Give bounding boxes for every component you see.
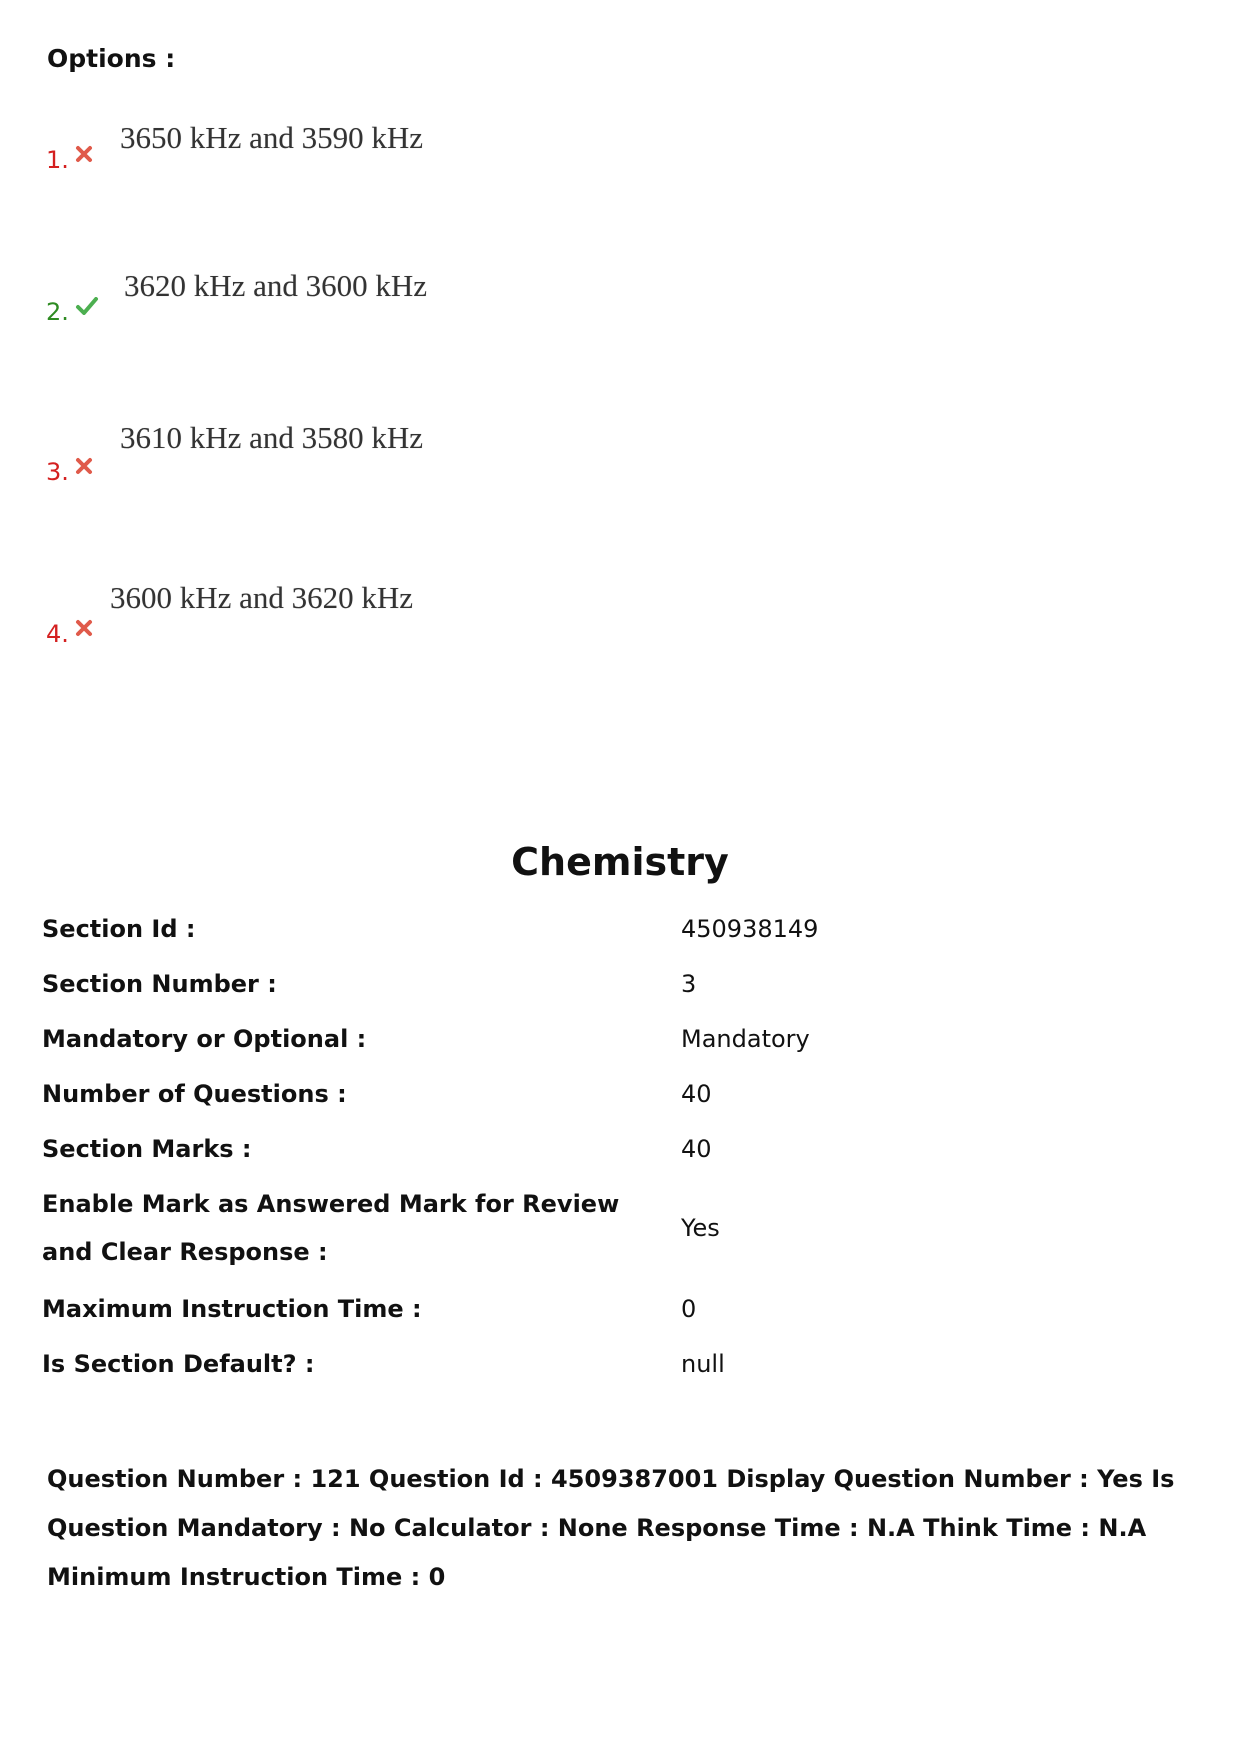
- info-value: 3: [681, 970, 697, 998]
- info-label: Section Marks :: [42, 1135, 252, 1163]
- info-label: Maximum Instruction Time :: [42, 1295, 422, 1323]
- option-text: 3600 kHz and 3620 kHz: [110, 580, 414, 615]
- options-heading: Options :: [47, 44, 176, 73]
- option-2-marker: [46, 298, 99, 326]
- option-number: 2.: [46, 298, 69, 326]
- info-label: Enable Mark as Answered Mark for Review and Clear Response :: [42, 1190, 620, 1266]
- check-icon: [75, 297, 99, 315]
- info-value: 40: [681, 1135, 712, 1163]
- cross-icon: [75, 457, 93, 475]
- option-3-marker: [46, 458, 93, 486]
- cross-icon: [75, 145, 93, 163]
- question-meta: Question Number : 121 Question Id : 4509387001 Display Question Number : Yes Is Question Mandatory : No Calculator : None Response Time : N.A Think Time : N.A Minimum Instruction Time : 0: [47, 1465, 1175, 1591]
- info-label: Number of Questions :: [42, 1080, 347, 1108]
- option-text: 3610 kHz and 3580 kHz: [120, 420, 424, 455]
- info-label: Section Id :: [42, 915, 196, 943]
- info-label: Mandatory or Optional :: [42, 1025, 367, 1053]
- option-2: [46, 268, 646, 368]
- info-value: Mandatory: [681, 1025, 810, 1053]
- option-number: 1.: [46, 146, 69, 174]
- info-value: 450938149: [681, 915, 819, 943]
- option-1-marker: [46, 146, 93, 174]
- option-4-marker: [46, 620, 93, 648]
- info-value: 0: [681, 1295, 697, 1323]
- info-label: Is Section Default? :: [42, 1350, 315, 1378]
- option-number: 4.: [46, 620, 69, 648]
- option-text: 3620 kHz and 3600 kHz: [124, 268, 428, 303]
- info-value: 40: [681, 1080, 712, 1108]
- section-title: Chemistry: [511, 840, 729, 884]
- option-3: [46, 420, 646, 520]
- option-number: 3.: [46, 458, 69, 486]
- option-4: [46, 580, 646, 680]
- info-label: Section Number :: [42, 970, 277, 998]
- info-value: null: [681, 1350, 725, 1378]
- cross-icon: [75, 619, 93, 637]
- option-text: 3650 kHz and 3590 kHz: [120, 120, 424, 155]
- option-1: [46, 120, 646, 220]
- info-value: Yes: [681, 1214, 720, 1242]
